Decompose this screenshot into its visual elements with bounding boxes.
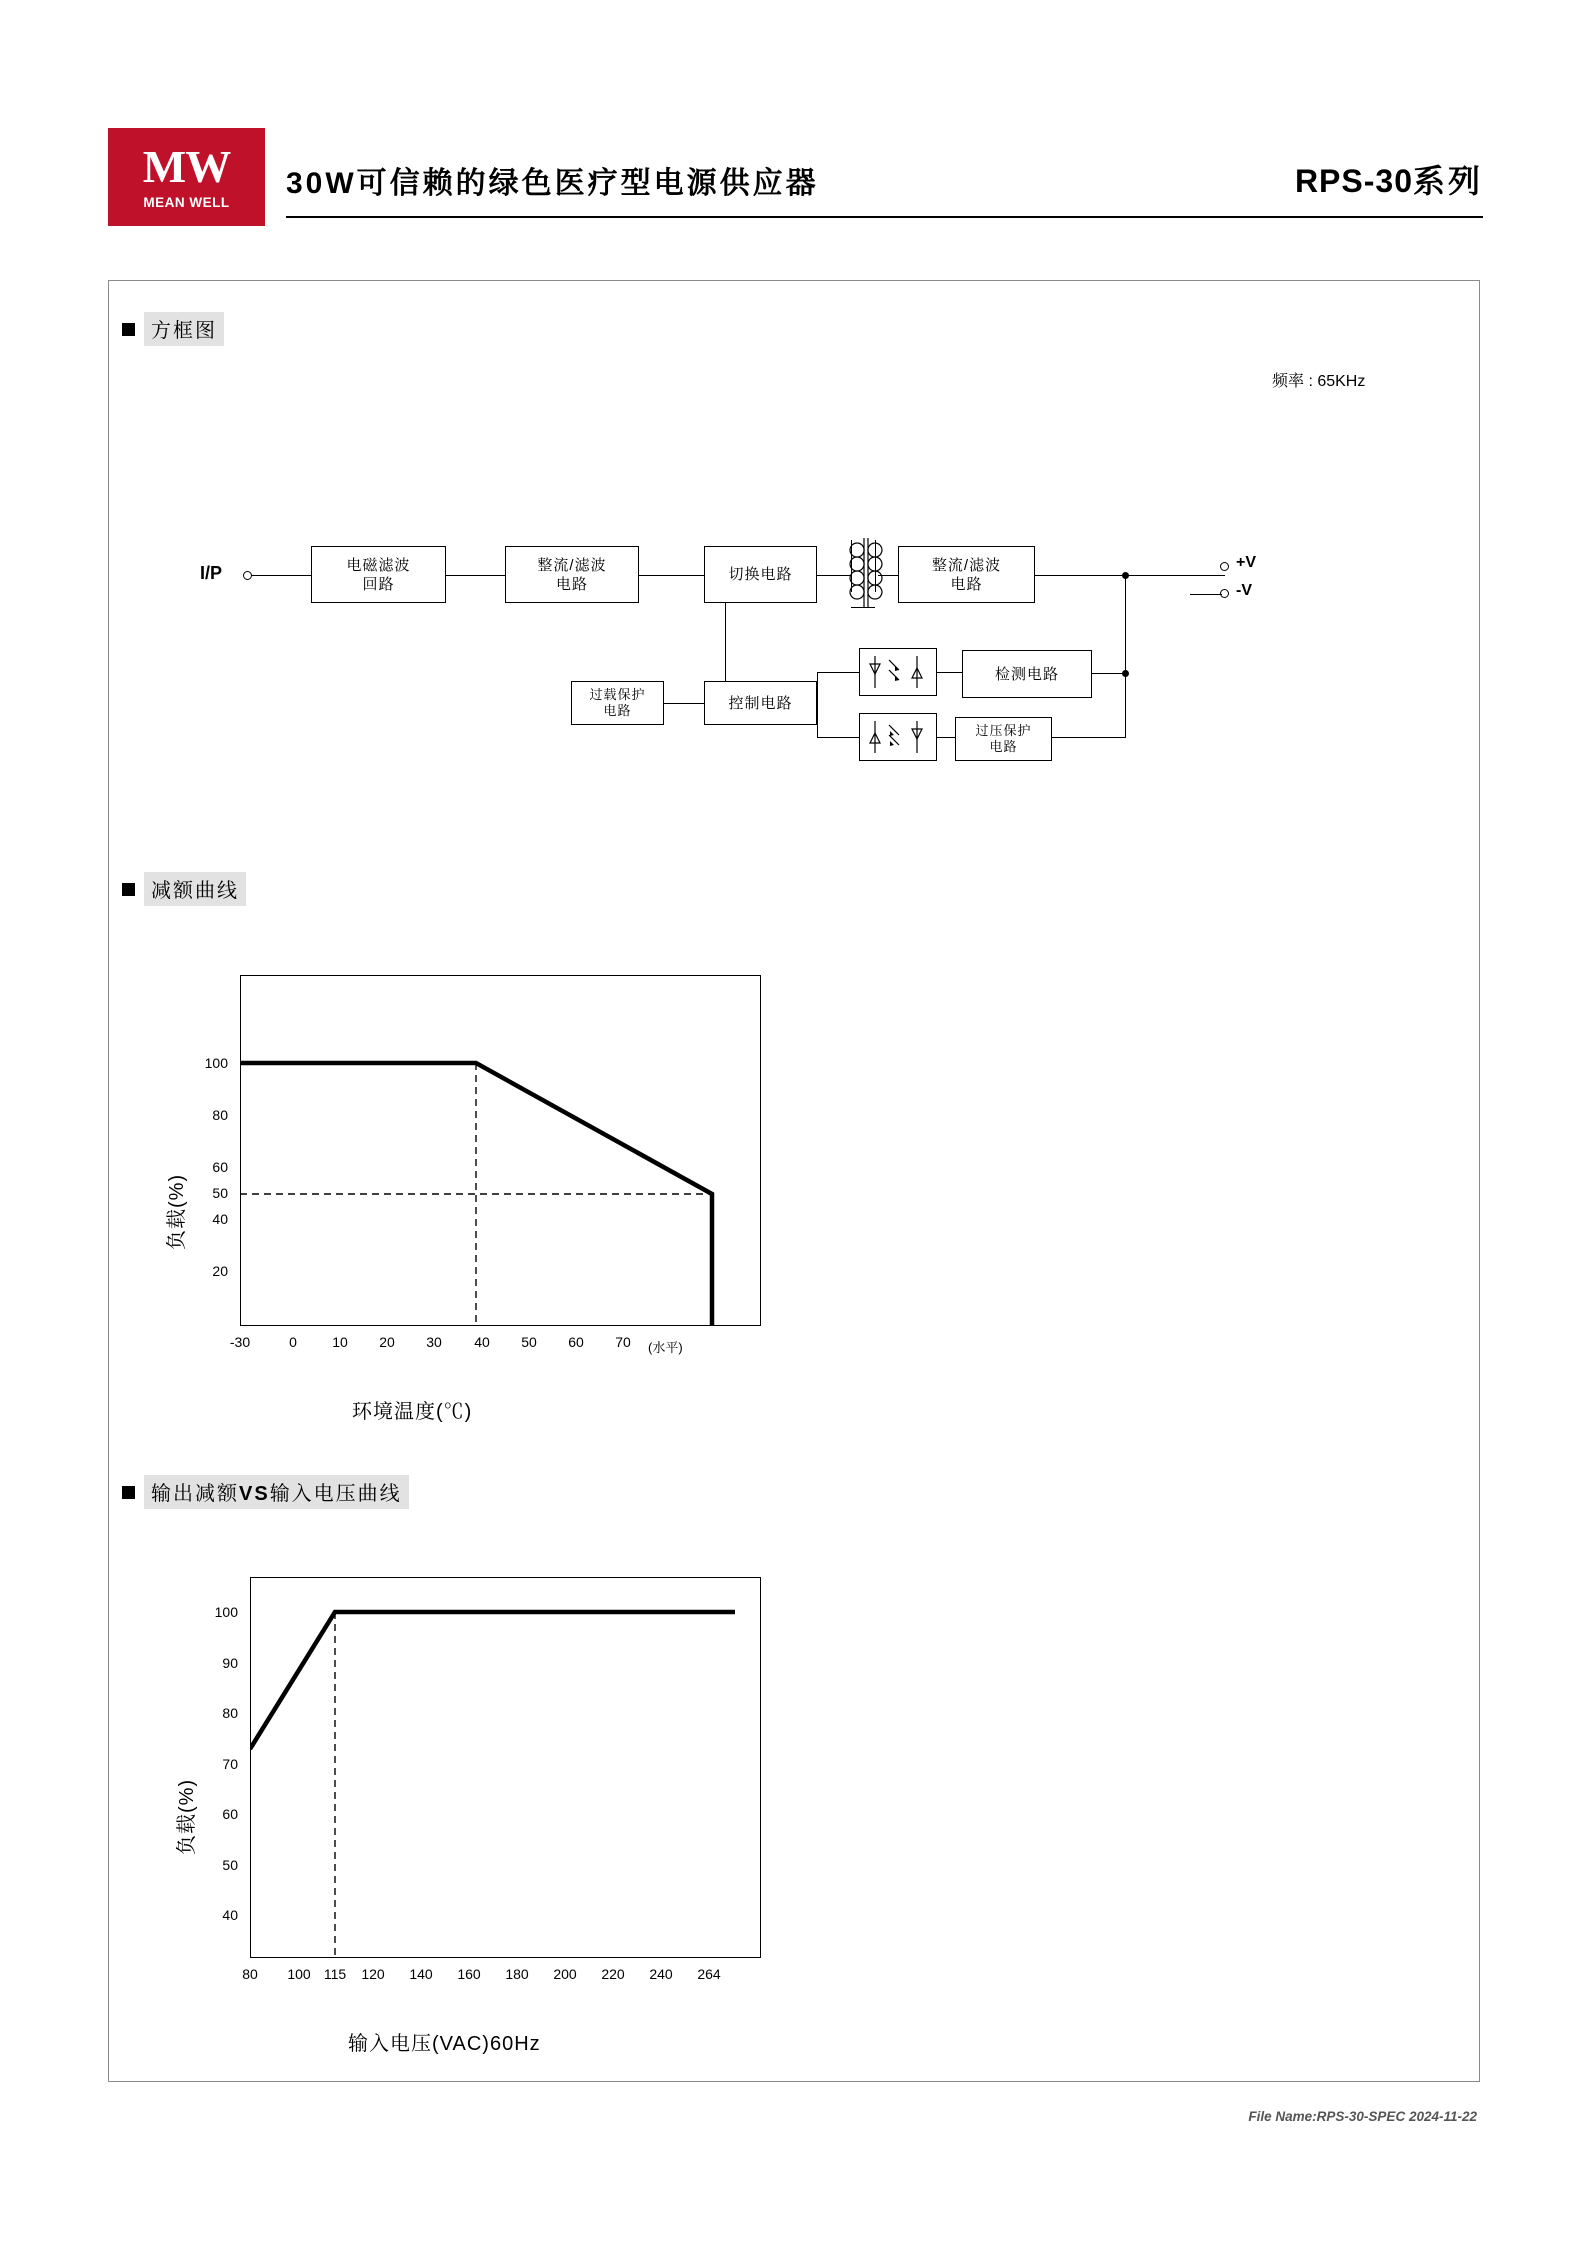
optocoupler-icon-2 <box>859 713 937 761</box>
frequency-note: 频率 : 65KHz <box>1272 373 1366 390</box>
series-title <box>1295 156 1483 202</box>
x-tick-label: 40 <box>474 1334 490 1350</box>
block-overload-protection-label: 过载保护 电路 <box>589 687 646 718</box>
output-terminal-positive-icon <box>1220 562 1229 571</box>
x-tick-label: 100 <box>287 1966 311 1982</box>
y-tick-label: 60 <box>212 1159 228 1175</box>
page-header <box>108 128 1483 226</box>
bullet-square-icon <box>122 1486 135 1499</box>
wire-control-vertical-2 <box>817 703 818 737</box>
block-rectifier-filter-1 <box>505 546 639 603</box>
x-tick-label: -30 <box>229 1334 251 1350</box>
x-axis-title: 输入电压(VAC)60Hz <box>348 2033 541 2055</box>
wire-control-to-opto1 <box>817 672 859 673</box>
x-tick-label: 80 <box>242 1966 258 1982</box>
x-tick-label: 140 <box>409 1966 433 1982</box>
y-tick-label: 100 <box>204 1055 228 1071</box>
bullet-square-icon <box>122 883 135 896</box>
input-terminal-icon <box>243 571 252 580</box>
x-tick-label: 20 <box>379 1334 395 1350</box>
section-heading-derating-curve <box>122 872 246 906</box>
input-label: I/P <box>200 563 223 583</box>
wire-emi-to-rect1 <box>446 575 505 576</box>
x-tick-label: 220 <box>601 1966 625 1982</box>
block-rectifier-filter-1-label: 整流/滤波 电路 <box>537 556 607 593</box>
header-divider <box>286 216 1483 218</box>
optocoupler-icon-1 <box>859 648 937 696</box>
x-tick-label: 10 <box>332 1334 348 1350</box>
x-axis-title: 环境温度(℃) <box>352 1401 473 1423</box>
y-axis-title: 负载(%) <box>166 1173 188 1250</box>
bullet-square-icon <box>122 323 135 336</box>
y-tick-label: 80 <box>212 1107 228 1123</box>
transformer-primary-lead <box>851 540 852 592</box>
page-title: 30W可信赖的绿色医疗型电源供应器 <box>286 167 819 200</box>
block-overload-protection <box>571 681 664 725</box>
wire-negative-stub <box>1190 594 1191 595</box>
y-tick-label: 20 <box>212 1263 228 1279</box>
wire-negative-output <box>1190 594 1222 595</box>
footer-file-name: File Name:RPS-30-SPEC 2024-11-22 <box>1248 2109 1477 2124</box>
block-rectifier-filter-2-label: 整流/滤波 电路 <box>931 556 1002 593</box>
x-tick-label: 60 <box>568 1334 584 1350</box>
block-detection-circuit <box>962 650 1092 698</box>
section-label: 减额曲线 <box>144 872 246 906</box>
wire-control-vertical <box>817 672 818 704</box>
logo-name: MEAN WELL <box>143 194 230 210</box>
series-suffix: 系列 <box>1412 163 1483 199</box>
y-axis-title: 负载(%) <box>176 1778 198 1855</box>
wire-opto1-to-detect <box>937 672 962 673</box>
transformer-secondary-lead <box>875 540 876 592</box>
section-heading-vin-curve <box>122 1475 409 1509</box>
block-emi-filter-label: 电磁滤波 回路 <box>346 556 411 593</box>
output-label-negative: -V <box>1236 582 1252 599</box>
wire-opto2-to-ovp <box>937 737 955 738</box>
wire-feedback-down <box>1125 673 1126 738</box>
x-tick-label: 50 <box>521 1334 537 1350</box>
block-detection-circuit-label: 检测电路 <box>994 665 1059 683</box>
x-tick-label: 0 <box>289 1334 297 1350</box>
wire-rect1-to-switch <box>639 575 704 576</box>
transformer-bottom-wire <box>851 607 875 608</box>
x-tick-label: 200 <box>553 1966 577 1982</box>
x-tick-label: 30 <box>426 1334 442 1350</box>
x-tick-label: 115 <box>323 1966 347 1982</box>
section-label: 方框图 <box>144 312 224 346</box>
block-control-circuit-label: 控制电路 <box>728 694 793 712</box>
y-tick-label: 50 <box>222 1857 238 1873</box>
x-axis-note: (水平) <box>648 1340 683 1355</box>
logo-mark: MW <box>142 140 231 192</box>
y-tick-label: 60 <box>222 1806 238 1822</box>
y-tick-label: 100 <box>214 1604 238 1620</box>
block-overvoltage-protection-label: 过压保护 电路 <box>975 723 1032 754</box>
wire-input-to-emi <box>252 575 311 576</box>
y-tick-label: 40 <box>212 1211 228 1227</box>
x-tick-label: 180 <box>505 1966 529 1982</box>
block-overvoltage-protection <box>955 717 1052 761</box>
wire-control-to-opto2 <box>817 737 859 738</box>
block-emi-filter <box>311 546 446 603</box>
meanwell-logo <box>108 128 265 226</box>
wire-output-feedback-v <box>1125 575 1126 675</box>
block-control-circuit <box>704 681 817 725</box>
wire-ovp-to-output <box>1052 737 1125 738</box>
wire-detect-to-output <box>1092 673 1125 674</box>
x-tick-label: 120 <box>361 1966 385 1982</box>
x-tick-label: 160 <box>457 1966 481 1982</box>
y-tick-label: 50 <box>212 1185 228 1201</box>
series-model: RPS-30 <box>1294 163 1413 199</box>
block-switching-circuit-label: 切换电路 <box>728 566 793 583</box>
y-tick-label: 90 <box>222 1655 238 1671</box>
vin-guide-lines <box>250 1577 765 1962</box>
output-label-positive: +V <box>1236 554 1257 571</box>
block-rectifier-filter-2 <box>898 546 1035 603</box>
block-switching-circuit <box>704 546 817 603</box>
x-tick-label: 70 <box>615 1334 631 1350</box>
y-tick-label: 40 <box>222 1907 238 1923</box>
section-label: 输出减额VS输入电压曲线 <box>144 1475 409 1509</box>
y-tick-label: 70 <box>222 1756 238 1772</box>
wire-rect2-to-output <box>1035 575 1225 576</box>
y-tick-label: 80 <box>222 1705 238 1721</box>
section-heading-block-diagram <box>122 312 224 346</box>
derating-guide-lines <box>240 975 765 1330</box>
wire-ocp-to-control <box>664 703 704 704</box>
wire-switch-to-control <box>725 603 726 681</box>
x-tick-label: 240 <box>649 1966 673 1982</box>
x-tick-label: 264 <box>697 1966 721 1982</box>
